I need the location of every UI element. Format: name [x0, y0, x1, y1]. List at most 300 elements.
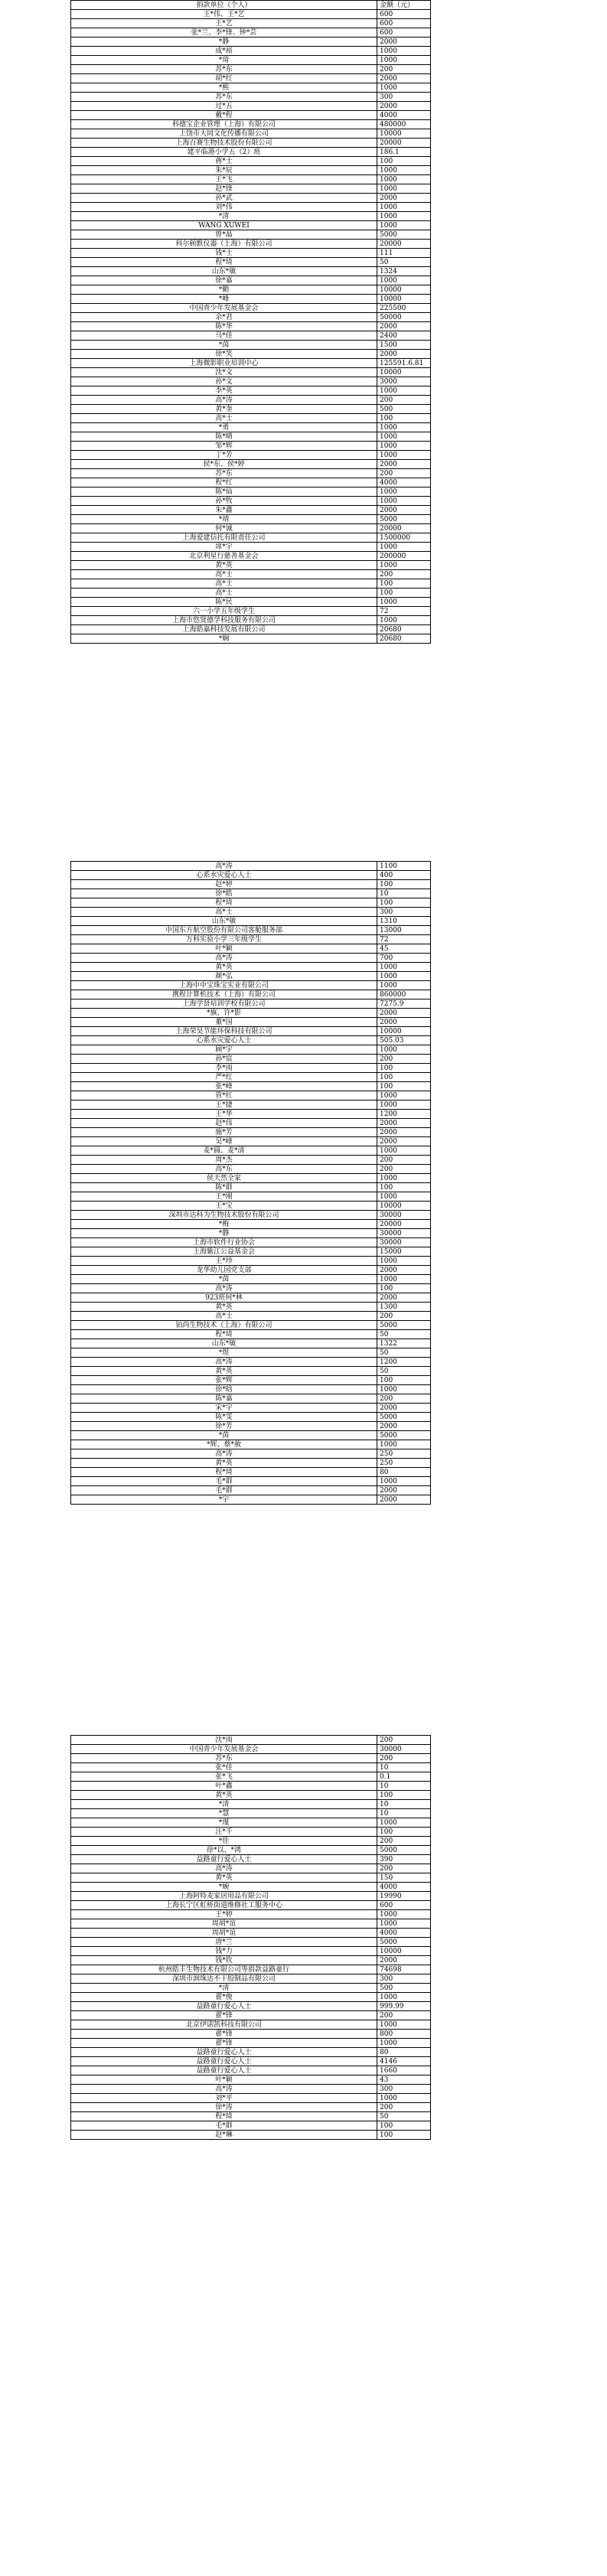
table-row	[71, 1422, 431, 1431]
donor-name: 高*士	[71, 570, 377, 579]
donation-amount: 1000	[377, 1477, 431, 1486]
table-row	[71, 1192, 431, 1202]
donation-amount: 100	[377, 414, 431, 423]
table-row	[71, 506, 431, 515]
table-row	[71, 322, 431, 331]
donation-amount: 2000	[377, 74, 431, 83]
donation-amount: 10000	[377, 1027, 431, 1036]
donor-name: 张*辉	[71, 1376, 377, 1385]
donor-name: 程*琦	[71, 2112, 377, 2121]
donation-amount: 50	[377, 1330, 431, 1339]
table-row	[71, 1809, 431, 1818]
donation-amount: 200000	[377, 552, 431, 561]
donation-amount: 74698	[377, 1965, 431, 1974]
donor-name: *旗、许*影	[71, 1009, 377, 1018]
donor-name: 黄*英	[71, 1303, 377, 1312]
donation-amount: 1000	[377, 423, 431, 432]
donation-amount: 1000	[377, 981, 431, 990]
table-row	[71, 1385, 431, 1394]
donation-amount: 30000	[377, 1745, 431, 1754]
donation-amount: 10000	[377, 1947, 431, 1956]
donor-name: 高*涛	[71, 954, 377, 963]
donor-name: 何*诚	[71, 524, 377, 533]
donation-amount: 10	[377, 889, 431, 898]
donor-name: 上海长宁区虹桥街道维修社工服务中心	[71, 1901, 377, 1910]
donor-name: 王*伟、王*艺	[71, 10, 377, 19]
table-row	[71, 2020, 431, 2030]
donation-amount: 200	[377, 396, 431, 405]
donation-amount: 4000	[377, 1929, 431, 1938]
donor-name: *清	[71, 1984, 377, 1993]
table-row	[71, 1855, 431, 1864]
donor-name: 铂尚生物技术（上海）有限公司	[71, 1321, 377, 1330]
donor-name: 陈*雯	[71, 1413, 377, 1422]
table-row	[71, 1495, 431, 1505]
table-row	[71, 313, 431, 322]
table-row	[71, 1449, 431, 1459]
donation-amount: 5000	[377, 1413, 431, 1422]
table-row	[71, 579, 431, 589]
donor-name: 山东*敏	[71, 267, 377, 276]
table-row	[71, 990, 431, 999]
donor-name: 陈*华	[71, 322, 377, 331]
donation-amount: 50	[377, 258, 431, 267]
donor-name: *静	[71, 1229, 377, 1238]
donation-amount: 100	[377, 880, 431, 889]
donation-amount: 1000	[377, 972, 431, 981]
table-row	[71, 999, 431, 1009]
table-row	[71, 423, 431, 432]
donation-amount: 1000	[377, 2094, 431, 2103]
donation-amount: 1000	[377, 1174, 431, 1183]
donation-amount: 1000	[377, 1091, 431, 1101]
donation-amount: 4146	[377, 2057, 431, 2066]
donation-amount: 150	[377, 1873, 431, 1883]
donation-amount: 1000	[377, 221, 431, 230]
table-row	[71, 139, 431, 148]
donation-amount: 2000	[377, 1404, 431, 1413]
donation-amount: 5000	[377, 1321, 431, 1330]
donor-name: 张*飞	[71, 1772, 377, 1782]
table-row	[71, 1275, 431, 1284]
donor-name: 孙*宸	[71, 1055, 377, 1064]
donation-amount: 7275.9	[377, 999, 431, 1009]
donation-amount: 20000	[377, 1220, 431, 1229]
table-row	[71, 295, 431, 304]
donation-amount: 2000	[377, 102, 431, 111]
table-row	[71, 1837, 431, 1846]
donation-amount: 50	[377, 2112, 431, 2121]
donation-amount: 72	[377, 607, 431, 616]
donor-name: 陈*仙	[71, 487, 377, 497]
donation-amount: 2000	[377, 1422, 431, 1431]
donor-name: *清	[71, 212, 377, 221]
donor-name: 苏*东	[71, 65, 377, 74]
donation-amount: 50	[377, 1367, 431, 1376]
table-row	[71, 1266, 431, 1275]
table-row	[71, 1828, 431, 1837]
donation-amount: 200	[377, 570, 431, 579]
table-row	[71, 1376, 431, 1385]
donor-name: 戴*程	[71, 111, 377, 120]
donor-name: 北京利星行慈善基金会	[71, 552, 377, 561]
table-row	[71, 212, 431, 221]
table-row	[71, 442, 431, 451]
table-row	[71, 561, 431, 570]
donation-amount: 1300	[377, 1303, 431, 1312]
donation-amount: 100	[377, 2131, 431, 2140]
table-row	[71, 1036, 431, 1045]
donation-amount: 10	[377, 1782, 431, 1791]
donation-amount: 400	[377, 871, 431, 880]
donation-amount: 10000	[377, 368, 431, 377]
donor-name: *勇	[71, 423, 377, 432]
table-row	[71, 267, 431, 276]
donation-amount: 100	[377, 898, 431, 908]
donation-amount: 100	[377, 579, 431, 589]
table-row	[71, 1477, 431, 1486]
donation-amount: 2000	[377, 506, 431, 515]
donor-name: 王*艺	[71, 19, 377, 28]
donor-name: 923班何*林	[71, 1293, 377, 1303]
table-row	[71, 102, 431, 111]
donation-amount: 1000	[377, 2020, 431, 2030]
table-row	[71, 1956, 431, 1965]
donor-name: 张*峰	[71, 1082, 377, 1091]
donation-amount: 1000	[377, 184, 431, 194]
donation-amount: 600	[377, 28, 431, 37]
donation-amount: 10000	[377, 129, 431, 139]
table-row	[71, 175, 431, 184]
table-row	[71, 1929, 431, 1938]
table-row	[71, 2103, 431, 2112]
table-row	[71, 1846, 431, 1855]
donation-amount: 1000	[377, 386, 431, 396]
donation-amount: 1000	[377, 1045, 431, 1055]
table-row	[71, 396, 431, 405]
donor-name: *婉	[71, 1883, 377, 1892]
table-row	[71, 898, 431, 908]
donation-amount: 100	[377, 1791, 431, 1800]
donor-name: 益路童行爱心人士	[71, 2048, 377, 2057]
donor-name: 上海微影职业培训中心	[71, 359, 377, 368]
donor-name: 高*涛	[71, 1358, 377, 1367]
table-row	[71, 616, 431, 625]
donor-name: 孙*牧	[71, 497, 377, 506]
table-row	[71, 570, 431, 579]
table-row	[71, 1110, 431, 1119]
donation-amount: 600	[377, 19, 431, 28]
donor-name: 刘*伟	[71, 203, 377, 212]
table-row	[71, 1468, 431, 1477]
table-row	[71, 1938, 431, 1947]
table-row	[71, 2039, 431, 2048]
table-row	[71, 1220, 431, 1229]
donor-name: *娴	[71, 634, 377, 644]
donation-amount: 200	[377, 1165, 431, 1174]
table-row	[71, 1284, 431, 1293]
table-row	[71, 1413, 431, 1422]
donor-name: 六一小学五年级学生	[71, 607, 377, 616]
donor-name: 黄*英	[71, 1791, 377, 1800]
table-row	[71, 524, 431, 533]
donation-amount: 2000	[377, 1495, 431, 1505]
donor-name: 杭州皓丰生物技术有限公司等捐款益路童行	[71, 1965, 377, 1974]
donation-amount: 1500	[377, 341, 431, 350]
table-row	[71, 19, 431, 28]
donation-amount: 200	[377, 1156, 431, 1165]
donation-amount: 4000	[377, 111, 431, 120]
table-row	[71, 1440, 431, 1449]
donation-amount: 200	[377, 1736, 431, 1745]
table-row	[71, 276, 431, 285]
donor-name: 唐*兰	[71, 1938, 377, 1947]
donation-amount: 1310	[377, 917, 431, 926]
donor-name: 李*英	[71, 386, 377, 396]
donation-amount: 5000	[377, 1431, 431, 1440]
donation-amount: 5000	[377, 1846, 431, 1855]
table-row	[71, 889, 431, 898]
donation-amount: 1000	[377, 487, 431, 497]
table-row	[71, 1202, 431, 1211]
table-row	[71, 552, 431, 561]
donor-name: *熙	[71, 83, 377, 93]
donor-name: 高*涛	[71, 862, 377, 871]
donor-name: 程*红	[71, 478, 377, 487]
donation-amount: 2000	[377, 37, 431, 47]
donor-name: 万科实验小学三年级学生	[71, 935, 377, 944]
donor-name: 程*琦	[71, 1330, 377, 1339]
table-row	[71, 1459, 431, 1468]
donor-name: 邹*辉	[71, 442, 377, 451]
donor-name: WANG XUWEI	[71, 221, 377, 230]
table-row	[71, 1137, 431, 1146]
table-row	[71, 1394, 431, 1404]
table-row	[71, 405, 431, 414]
donation-amount: 1000	[377, 543, 431, 552]
donation-amount: 2000	[377, 1956, 431, 1965]
donor-name: 徐*笑	[71, 350, 377, 359]
table-row	[71, 414, 431, 423]
table-row	[71, 1045, 431, 1055]
donation-amount: 20000	[377, 139, 431, 148]
header-amount: 金额（元）	[377, 1, 431, 10]
donation-amount: 1000	[377, 497, 431, 506]
table-row	[71, 1247, 431, 1257]
donation-amount: 2000	[377, 1266, 431, 1275]
table-row	[71, 166, 431, 175]
donor-name: 汪*千	[71, 1828, 377, 1837]
donation-amount: 20680	[377, 634, 431, 644]
donation-amount: 100	[377, 1073, 431, 1082]
donation-amount: 300	[377, 2085, 431, 2094]
table-row	[71, 1128, 431, 1137]
donation-amount: 2000	[377, 194, 431, 203]
table-row	[71, 1348, 431, 1358]
table-row	[71, 1156, 431, 1165]
donor-name: 山东*敏	[71, 1339, 377, 1348]
donor-name: 翟*锋	[71, 2039, 377, 2048]
donor-name: 上海阿特麦家居用品有限公司	[71, 1892, 377, 1901]
table-row	[71, 871, 431, 880]
donation-amount: 100	[377, 1082, 431, 1091]
donation-amount: 19990	[377, 1892, 431, 1901]
donor-name: 上饶市大同文化传播有限公司	[71, 129, 377, 139]
donor-name: 高*涛	[71, 1449, 377, 1459]
donor-name: 董*国	[71, 1018, 377, 1027]
donor-name: 上海皓嘉科技发展有限公司	[71, 625, 377, 634]
donor-name: 钱*钦	[71, 1956, 377, 1965]
donor-name: *梅	[71, 1220, 377, 1229]
table-row	[71, 460, 431, 469]
donor-name: 程*琦	[71, 258, 377, 267]
donor-name: 侯天然全家	[71, 1174, 377, 1183]
donation-amount: 300	[377, 93, 431, 102]
donor-name: *宇	[71, 1495, 377, 1505]
donation-amount: 2000	[377, 1137, 431, 1146]
donation-amount: 80	[377, 1468, 431, 1477]
donation-amount: 1000	[377, 616, 431, 625]
donor-name: 丁*芳	[71, 451, 377, 460]
donor-name: 建平临港小学五（2）班	[71, 148, 377, 157]
donor-name: 王*华	[71, 1110, 377, 1119]
table-row	[71, 359, 431, 368]
donation-amount: 1000	[377, 175, 431, 184]
donor-name: 高*士	[71, 589, 377, 598]
donation-amount: 1000	[377, 561, 431, 570]
table-row	[71, 93, 431, 102]
donor-name: 管*红	[71, 1091, 377, 1101]
donation-amount: 3000	[377, 377, 431, 386]
donor-name: 侯*东、侯*婷	[71, 460, 377, 469]
donation-table-2	[70, 861, 431, 1505]
donor-name: 陈*晴	[71, 432, 377, 442]
table-row	[71, 2085, 431, 2094]
table-row	[71, 1321, 431, 1330]
table-row	[71, 350, 431, 359]
donation-amount: 600	[377, 10, 431, 19]
donor-name: 王*捷	[71, 1101, 377, 1110]
table-row	[71, 1082, 431, 1091]
donor-name: 高*东	[71, 1165, 377, 1174]
donation-amount: 1000	[377, 276, 431, 285]
table-row	[71, 37, 431, 47]
donor-name: 科尔顿默仪器（上海）有限公司	[71, 240, 377, 249]
donation-amount: 30000	[377, 1229, 431, 1238]
donation-amount: 100	[377, 1828, 431, 1837]
donor-name: *辉、蔡*赦	[71, 1440, 377, 1449]
donation-amount: 800	[377, 2030, 431, 2039]
table-row	[71, 1736, 431, 1745]
donor-name: 深圳市达科为生物技术股份有限公司	[71, 1211, 377, 1220]
donor-name: 朱*鑫	[71, 506, 377, 515]
table-row	[71, 1864, 431, 1873]
donor-name: 叶*颖	[71, 944, 377, 954]
donation-amount: 100	[377, 589, 431, 598]
table-row	[71, 1165, 431, 1174]
donor-name: *勤	[71, 285, 377, 295]
donation-amount: 100	[377, 1284, 431, 1293]
table-row	[71, 1091, 431, 1101]
table-row	[71, 1211, 431, 1220]
donation-amount: 1000	[377, 83, 431, 93]
table-row	[71, 1883, 431, 1892]
table-row	[71, 230, 431, 240]
donor-name: *煜	[71, 1348, 377, 1358]
donation-amount: 1000	[377, 1385, 431, 1394]
donation-amount: 225500	[377, 304, 431, 313]
table-row	[71, 47, 431, 56]
donor-name: 毛*群	[71, 1486, 377, 1495]
table-row	[71, 634, 431, 644]
donor-name: 胡*红	[71, 74, 377, 83]
table-header-row	[71, 1, 431, 10]
donation-amount: 2000	[377, 460, 431, 469]
donation-amount: 125591.6.81	[377, 359, 431, 368]
donation-amount: 200	[377, 2103, 431, 2112]
donor-name: 携程计算机技术（上海）有限公司	[71, 990, 377, 999]
table-row	[71, 28, 431, 37]
donor-name: *靖	[71, 515, 377, 524]
donor-name: *茵	[71, 1431, 377, 1440]
donation-amount: 20680	[377, 625, 431, 634]
table-row	[71, 1772, 431, 1782]
donor-name: 苏*东	[71, 93, 377, 102]
table-row	[71, 1910, 431, 1919]
donation-amount: 20000	[377, 240, 431, 249]
donor-name: *佳	[71, 1837, 377, 1846]
donor-name: 龙华幼儿园党支部	[71, 1266, 377, 1275]
donor-name: 马*佳	[71, 331, 377, 341]
donor-name: 毛*群	[71, 2121, 377, 2131]
table-row	[71, 285, 431, 295]
table-row	[71, 543, 431, 552]
donation-amount: 30000	[377, 1238, 431, 1247]
donor-name: 上海爱建信托有限责任公司	[71, 533, 377, 543]
donation-amount: 200	[377, 2011, 431, 2020]
donation-amount: 50000	[377, 313, 431, 322]
donation-amount: 5000	[377, 515, 431, 524]
table-row	[71, 880, 431, 889]
table-row	[71, 2057, 431, 2066]
donation-amount: 5000	[377, 230, 431, 240]
table-row	[71, 2094, 431, 2103]
donor-name: 苏*东	[71, 469, 377, 478]
donor-name: *茵	[71, 1275, 377, 1284]
donor-name: *琦	[71, 56, 377, 65]
table-row	[71, 240, 431, 249]
donation-amount: 480000	[377, 120, 431, 129]
table-row	[71, 926, 431, 935]
table-row	[71, 1901, 431, 1910]
donor-name: 黄*英	[71, 561, 377, 570]
donation-amount: 999.99	[377, 2002, 431, 2011]
donor-name: 高*士	[71, 1312, 377, 1321]
donation-amount: 72	[377, 935, 431, 944]
table-row	[71, 1119, 431, 1128]
donation-amount: 100	[377, 2121, 431, 2131]
table-row	[71, 203, 431, 212]
donation-amount: 200	[377, 65, 431, 74]
donor-name: 高*士	[71, 908, 377, 917]
donor-name: 严*红	[71, 1073, 377, 1082]
donor-name: 黄*英	[71, 1459, 377, 1468]
donation-amount: 1000	[377, 432, 431, 442]
donation-amount: 1324	[377, 267, 431, 276]
donor-name: *茵	[71, 341, 377, 350]
donor-name: 中国青少年发展基金会	[71, 1745, 377, 1754]
donor-name: 朱*辰	[71, 166, 377, 175]
